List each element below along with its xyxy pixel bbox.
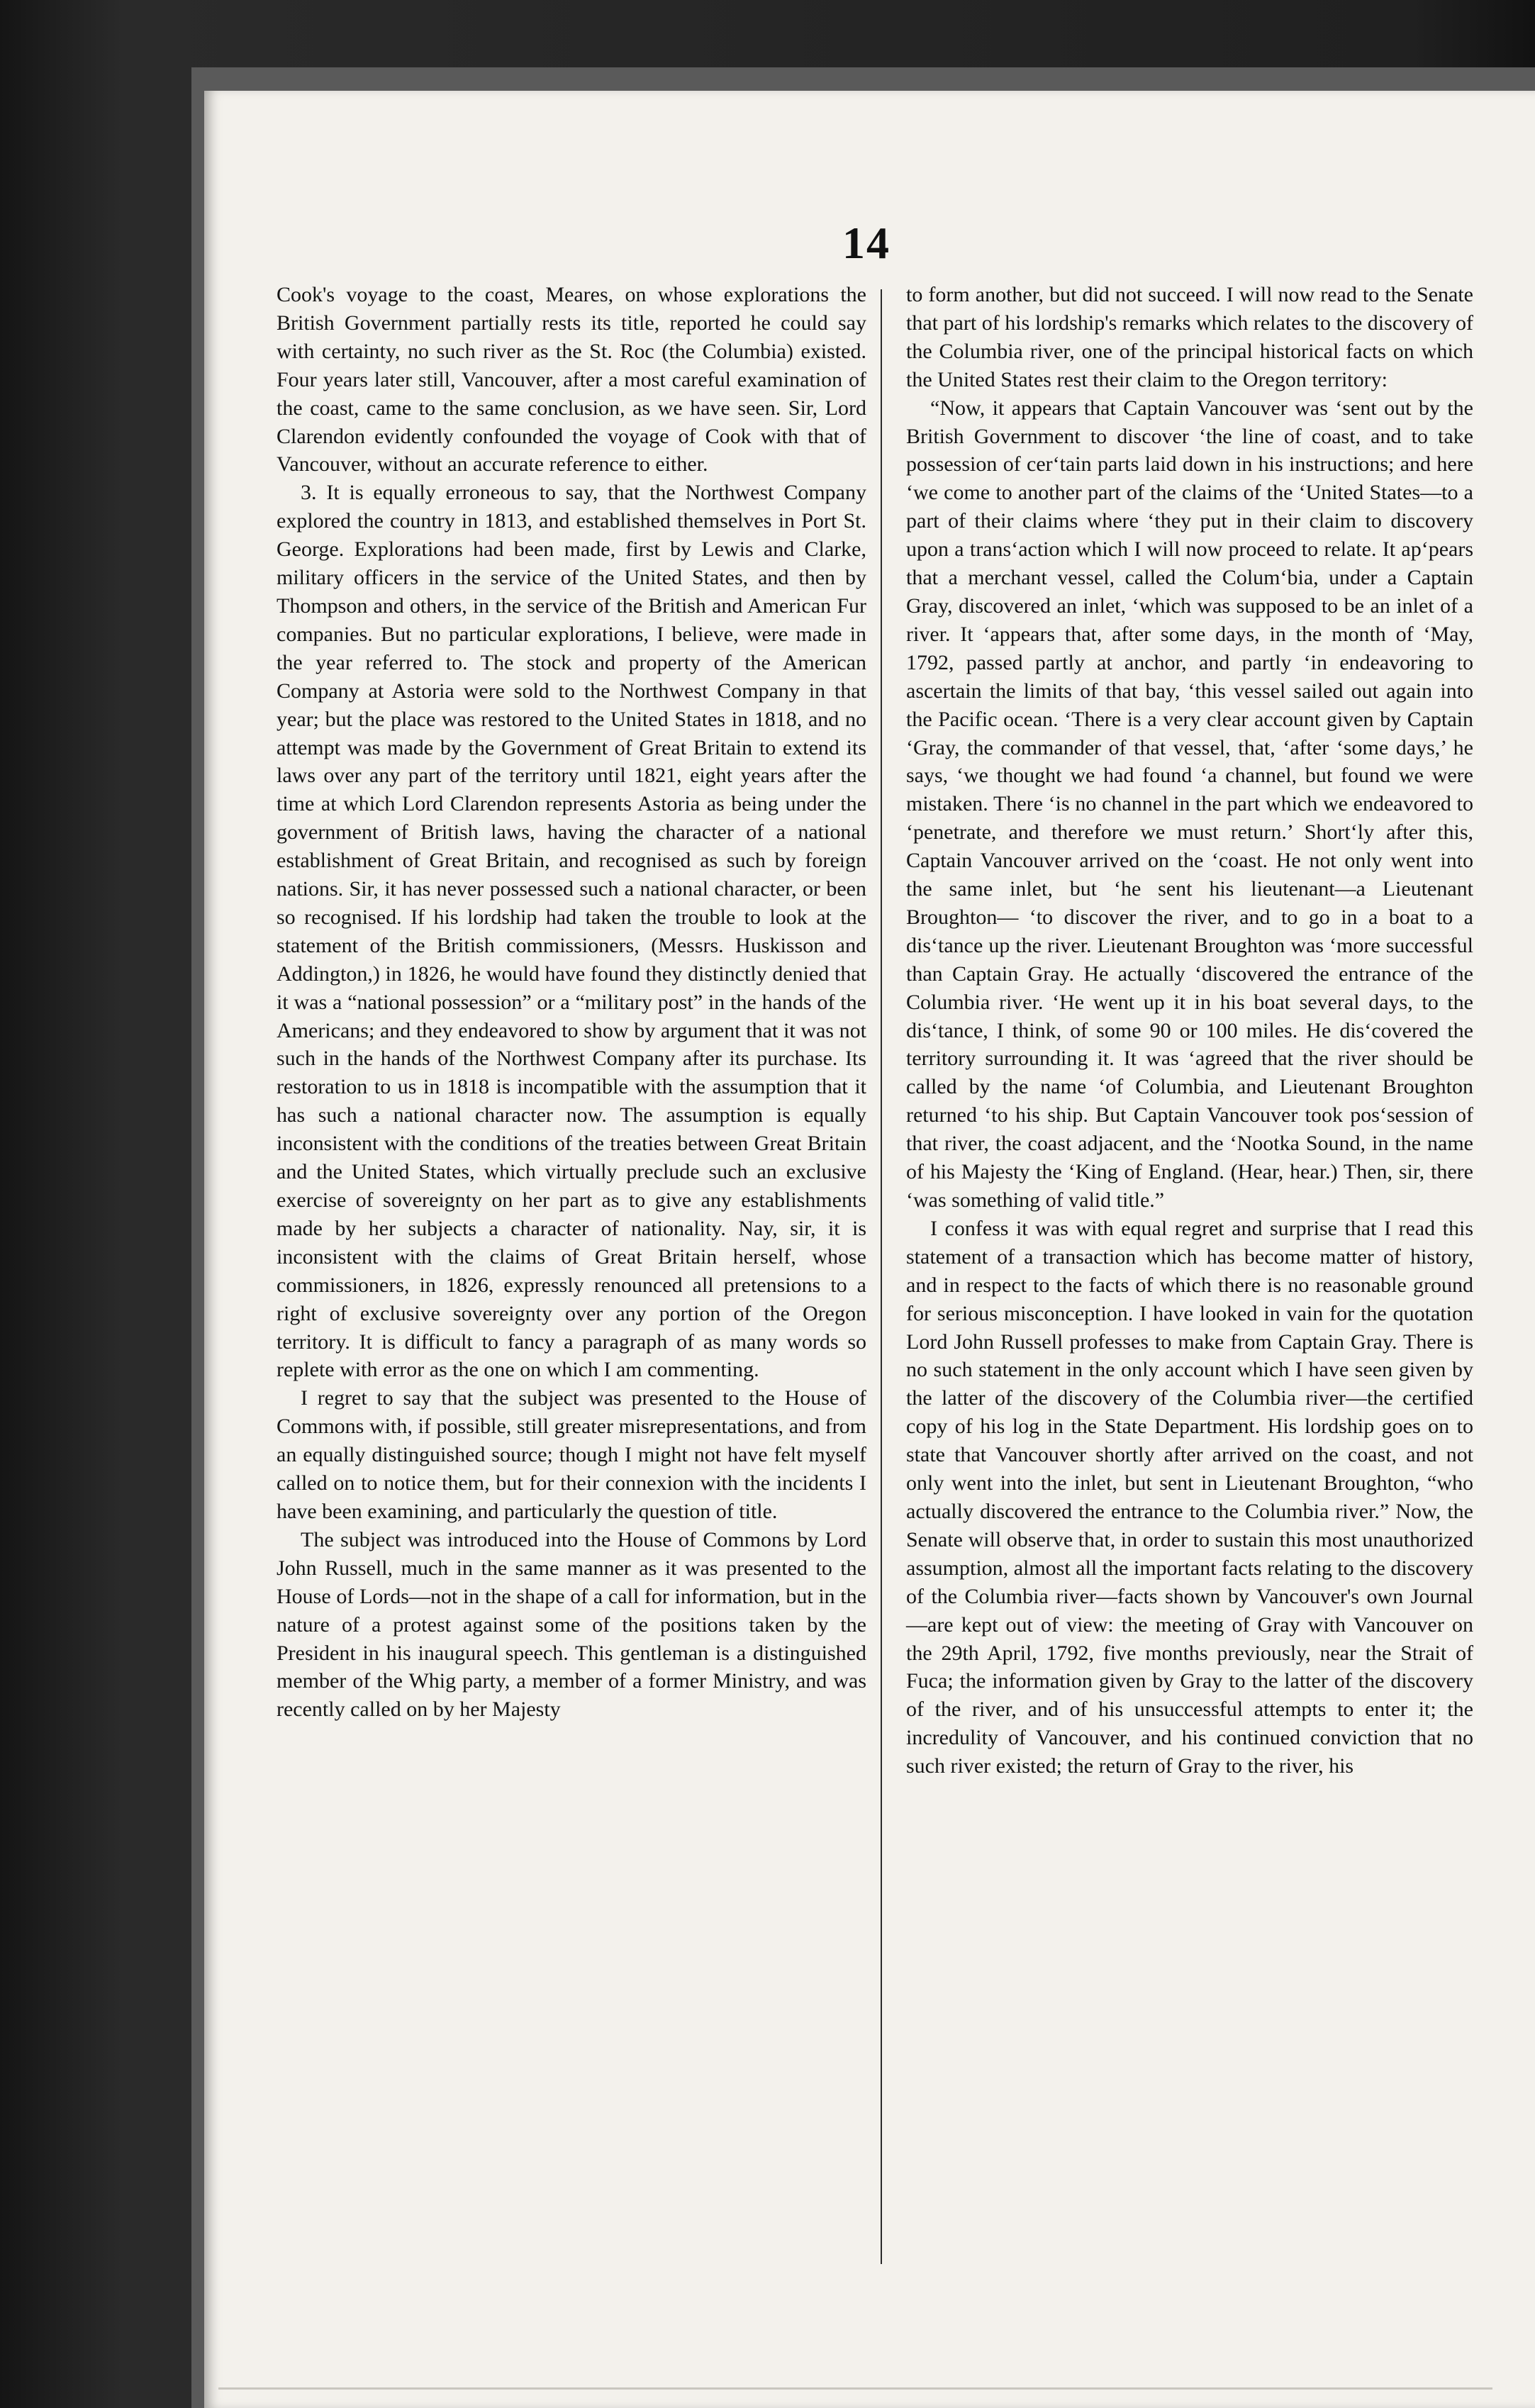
page-content bbox=[221, 217, 1512, 2323]
document-page bbox=[204, 91, 1535, 2408]
quoted-paragraph: “Now, it appears that Captain Vancouver was ‘sent out by the British Government to discover ‘the line of coast, and to take possession of cer‘tain parts laid down in his instructions; and here ‘we come to another part of the claims of the ‘United States—to a part of their claims where ‘they put in their claim to discovery upon a trans‘action which I will now proceed to relate. It ap‘pears that a merchant vessel, called the Colum‘bia, under a Captain Gray, discovered an inlet, ‘which was supposed to be an inlet of a river. It ‘appears that, after some days, in the month of ‘May, 1792, passed partly at anchor, and partly ‘in endeavoring to ascertain the limits of that bay, ‘this vessel sailed out again into the Pacific ocean. ‘There is a very clear account given by Captain ‘Gray, the commander of that vessel, that, ‘after ‘some days,’ he says, ‘we thought we had found ‘a channel, but found we were mistaken. There ‘is no channel in the part which we endeavored to ‘penetrate, and therefore we must return.’ Short‘ly after this, Captain Vancouver arrived on the ‘coast. He not only went into the same inlet, but ‘he sent his lieutenant—a Lieutenant Broughton— ‘to discover the river, and to go in a boat to a dis‘tance up the river. Lieutenant Broughton was ‘more successful than Captain Gray. He actually ‘discovered the entrance of the Columbia river. ‘He went up it in his boat several days, to the dis‘tance, I think, of some 90 or 100 miles. He dis‘covered the territory surrounding it. It was ‘agreed that the river should be called by the name ‘of Columbia, and Lieutenant Broughton returned ‘to his ship. But Captain Vancouver took pos‘session of that river, the coast adjacent, and the ‘Nootka Sound, in the name of his Majesty the ‘King of England. (Hear, hear.) Then, sir, there ‘was something of valid title.” bbox=[906, 396, 1473, 1212]
paragraph: Cook's voyage to the coast, Meares, on whose explorations the British Government partially rests its title, reported he could say with certainty, no such river as the St. Roc (the Columbia) existed. Four years later still, Vancouver, after a most careful examination of the coast, came to the same conclusion, as we have seen. Sir, Lord Clarendon evidently confounded the voyage of Cook with that of Vancouver, without an accurate reference to either. bbox=[277, 283, 866, 476]
paragraph: The subject was introduced into the House of Commons by Lord John Russell, much in the same manner as it was presented to the House of Lords—not in the shape of a call for information, but in the nature of a protest against some of the positions taken by the President in his inaugural speech. This gentleman is a distinguished member of the Whig party, a member of a former Ministry, and was recently called on by her Majesty bbox=[277, 1527, 866, 1722]
paragraph: 3. It is equally erroneous to say, that the Northwest Company explored the country in 1813, and established themselves in Port St. George. Explorations had been made, first by Lewis and Clarke, military officers in the service of the United States, and then by Thompson and others, in the service of the British and American Fur companies. But no particular explorations, I believe, were made in the year referred to. The stock and property of the American Company at Astoria were sold to the Northwest Company in that year; but the place was restored to the United States in 1818, and no attempt was made by the Government of Great Britain to extend its laws over any part of the territory until 1821, eight years after the time at which Lord Clarendon represents Astoria as being under the government of British laws, having the character of a national establishment of Great Britain, and recognised as such by foreign nations. Sir, it has never possessed such a national character, or been so recognised. If his lordship had taken the trouble to look at the statement of the British commissioners, (Messrs. Huskisson and Addington,) in 1826, he would have found they distinctly denied that it was a “national possession” or a “military post” in the hands of the Americans; and they endeavored to show by argument that it was not such in the hands of the Northwest Company after its purchase. Its restoration to us in 1818 is incompatible with the assumption that it has such a national character now. The assumption is equally inconsistent with the conditions of the treaties between Great Britain and the United States, which virtually preclude such an exclusive exercise of sovereignty on her part as to give any establishments made by her subjects a character of nationality. Nay, sir, it is inconsistent with the claims of Great Britain herself, whose commissioners, in 1826, expressly renounced all pretensions to a right of exclusive sovereignty over any portion of the Oregon territory. It is difficult to fancy a paragraph of as many words so replete with error as the one on which I am commenting. bbox=[277, 481, 866, 1382]
text-columns bbox=[277, 281, 1482, 2266]
paragraph: I regret to say that the subject was presented to the House of Commons with, if possible, still greater misrepresentations, and from an equally distinguished source; though I might not have felt myself called on to notice them, but for their connexion with the incidents I have been examining, and particularly the question of title. bbox=[277, 1386, 866, 1523]
paragraph: to form another, but did not succeed. I will now read to the Senate that part of his lordship's remarks which relates to the discovery of the Columbia river, one of the principal historical facts on which the United States rest their claim to the Oregon territory: bbox=[906, 283, 1473, 391]
page-bottom-edge bbox=[218, 2387, 1492, 2390]
right-column bbox=[882, 281, 1473, 2266]
paragraph: I confess it was with equal regret and surprise that I read this statement of a transaction which has become matter of history, and in respect to the facts of which there is no reasonable ground for serious misconception. I have looked in vain for the quotation Lord John Russell professes to make from Captain Gray. There is no such statement in the only account which I have seen given by the latter of the discovery of the Columbia river—the certified copy of his log in the State Department. His lordship goes on to state that Vancouver shortly after arrived on the coast, and not only went into the inlet, but sent in Lieutenant Broughton, “who actually discovered the entrance to the Columbia river.” Now, the Senate will observe that, in order to sustain this most unauthorized assumption, almost all the important facts relating to the discovery of the Columbia river—facts shown by Vancouver's own Journal—are kept out of view: the meeting of Gray with Vancouver on the 29th April, 1792, five months previously, near the Strait of Fuca; the information given by Gray to the latter of the discovery of the river, and of his unsuccessful attempts to enter it; the incredulity of Vancouver, and his continued conviction that no such river existed; the return of Gray to the river, his bbox=[906, 1216, 1473, 1778]
left-column bbox=[277, 281, 866, 2266]
page-number: 14 bbox=[842, 218, 891, 268]
